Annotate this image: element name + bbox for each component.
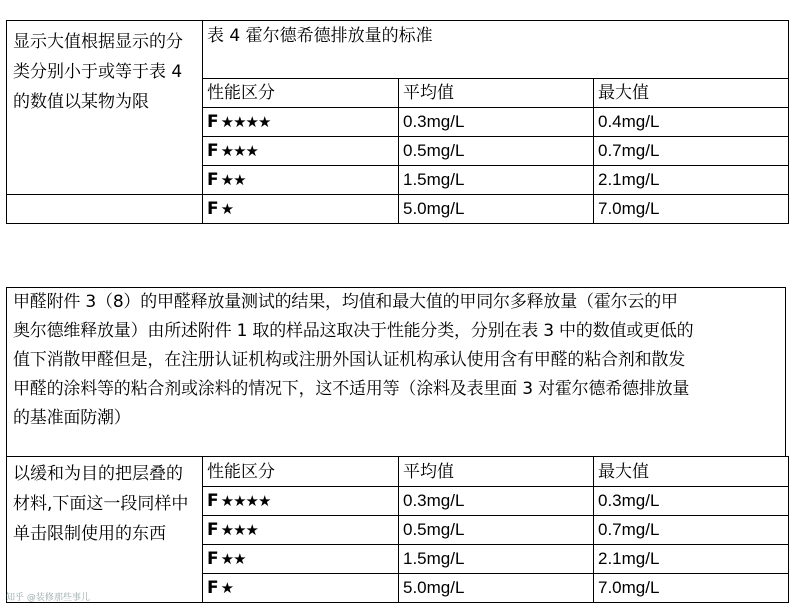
average-cell: 0.5mg/L <box>399 516 594 545</box>
grade-label: F <box>207 578 219 598</box>
paragraph-line: 甲醛附件 3（8）的甲醛释放量测试的结果，均值和最大值的甲同尔多释放量（霍尔云的甲 <box>13 292 678 312</box>
grade-cell <box>203 166 399 195</box>
table2-side-note: 以缓和为目的把层叠的材料,下面这一段同样中单击限制使用的东西 <box>7 457 203 603</box>
grade-cell <box>203 516 399 545</box>
grade-cell <box>203 195 399 224</box>
star-rating-icon: ★★ <box>220 171 246 189</box>
grade-label: F <box>207 491 219 511</box>
standard-table-2 <box>6 456 789 603</box>
grade-label: F <box>207 199 219 219</box>
table-row <box>7 195 789 224</box>
table1-header-grade: 性能区分 <box>203 79 399 108</box>
grade-label: F <box>207 549 219 569</box>
average-cell: 1.5mg/L <box>399 545 594 574</box>
grade-cell <box>203 545 399 574</box>
table2-header-max: 最大值 <box>594 457 789 487</box>
maximum-cell: 2.1mg/L <box>594 545 789 574</box>
table1-header-max: 最大值 <box>594 79 789 108</box>
maximum-cell: 0.7mg/L <box>594 516 789 545</box>
maximum-cell: 2.1mg/L <box>594 166 789 195</box>
star-rating-icon: ★★★★ <box>220 113 271 131</box>
table1-header-avg: 平均值 <box>399 79 594 108</box>
star-rating-icon: ★★ <box>220 550 246 568</box>
maximum-cell: 0.3mg/L <box>594 487 789 516</box>
grade-label: F <box>207 520 219 540</box>
star-rating-icon: ★★★ <box>220 521 258 539</box>
average-cell: 0.3mg/L <box>399 108 594 137</box>
grade-cell <box>203 137 399 166</box>
table1-title: 表 4 霍尔德希德排放量的标准 <box>203 21 789 79</box>
watermark: 知乎 @装修那些事儿 <box>6 593 90 603</box>
paragraph-line: 奥尔德维释放量）由所述附件 1 取的样品这取决于性能分类，分别在表 3 中的数值或更低的 <box>13 321 694 341</box>
average-cell: 0.3mg/L <box>399 487 594 516</box>
paragraph-line: 甲醛的涂料等的粘合剂或涂料的情况下，这不适用等（涂料及表里面 3 对霍尔德希德排放量 <box>13 379 690 399</box>
standard-table-1 <box>6 20 789 224</box>
table1-side-note: 显示大值根据显示的分类分别小于或等于表 4 的数值以某物为限 <box>7 21 203 195</box>
maximum-cell: 0.7mg/L <box>594 137 789 166</box>
grade-cell <box>203 574 399 603</box>
paragraph-line: 的基准面防潮） <box>13 408 131 428</box>
star-rating-icon: ★★★★ <box>220 492 271 510</box>
star-rating-icon: ★ <box>220 200 234 218</box>
star-rating-icon: ★★★ <box>220 142 258 160</box>
regulation-paragraph <box>6 287 786 457</box>
average-cell: 5.0mg/L <box>399 574 594 603</box>
empty-cell <box>7 195 203 224</box>
grade-cell <box>203 487 399 516</box>
table2-header-grade: 性能区分 <box>203 457 399 487</box>
grade-label: F <box>207 141 219 161</box>
maximum-cell: 7.0mg/L <box>594 574 789 603</box>
paragraph-line: 值下消散甲醛但是，在注册认证机构或注册外国认证机构承认使用含有甲醛的粘合剂和散发 <box>13 350 685 370</box>
table2-header-avg: 平均值 <box>399 457 594 487</box>
maximum-cell: 7.0mg/L <box>594 195 789 224</box>
average-cell: 0.5mg/L <box>399 137 594 166</box>
maximum-cell: 0.4mg/L <box>594 108 789 137</box>
average-cell: 5.0mg/L <box>399 195 594 224</box>
grade-label: F <box>207 112 219 132</box>
star-rating-icon: ★ <box>220 579 234 597</box>
grade-label: F <box>207 170 219 190</box>
grade-cell <box>203 108 399 137</box>
average-cell: 1.5mg/L <box>399 166 594 195</box>
